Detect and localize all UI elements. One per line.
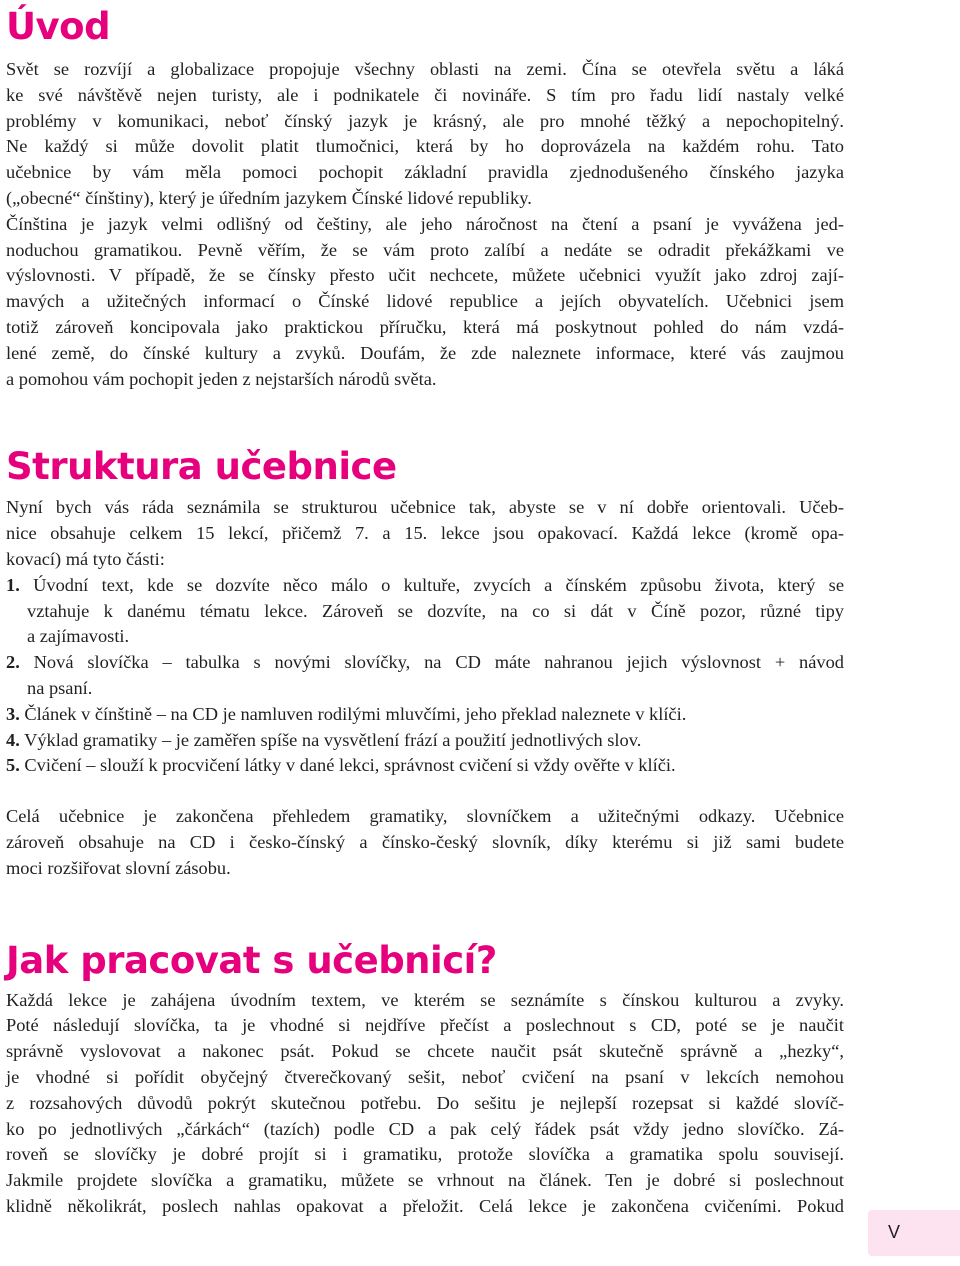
list-text: Výklad gramatiky – je zaměřen spíše na vysvětlení frází a použití jednotlivých slov. [24,729,642,750]
list-text: Článek v čínštině – na CD je namluven rodilými mluvčími, jeho překlad naleznete v klíči. [24,703,687,724]
text-line: a pomohou vám pochopit jeden z nejstarších národů světa. [6,368,437,389]
list-item [6,650,844,702]
paragraph-jak-pracovat [6,988,844,1220]
text-line: správně vyslovovat a nakonec psát. Pokud se chcete naučit psát skutečně správně a „hezky“, [6,1041,844,1062]
list-number: 3. [6,703,20,724]
list-text: na psaní. [27,677,93,698]
text-line: je vhodné si pořídit obyčejný čtverečkovaný sešit, neboť cvičení na psaní v lekcích nemohou [6,1066,844,1087]
list-text: Cvičení – slouží k procvičení látky v dané lekci, správnost cvičení si vždy ověřte v klíči. [24,755,676,776]
list-item [6,728,844,754]
text-line: výslovnosti. V případě, že se čínsky přesto učit nechcete, můžete učebnici využít jako zdroj zají- [6,265,844,286]
text-line: ko po jednotlivých „čárkách“ (tazích) podle CD a pak celý řádek psát vždy jedno slovíčko. Zá- [6,1118,844,1139]
paragraph-uvod [6,57,844,392]
list-item [6,753,844,779]
text-line: zároveň obsahuje na CD i česko-čínský a čínsko-český slovník, díky kterému si již sami budete [6,831,844,852]
text-line: Ne každý si může dovolit platit tlumočnici, která by ho doprovázela na každém rohu. Tato [6,136,844,157]
heading-uvod: Úvod [6,5,111,48]
list-number: 4. [6,729,20,750]
text-line: noduchou gramatikou. Pevně věřím, že se vám proto zalíbí a nedáte se odradit překážkami ve [6,239,844,260]
text-line: Každá lekce je zahájena úvodním textem, ve kterém se seznámíte s čínskou kulturou a zvyky. [6,989,844,1010]
text-line: lené země, do čínské kultury a zvyků. Doufám, že zde naleznete informace, které vás zaujmou [6,342,844,363]
list-item [6,573,844,650]
text-line: moci rozšiřovat slovní zásobu. [6,857,231,878]
text-line: Celá učebnice je zakončena přehledem gramatiky, slovníčkem a užitečnými odkazy. Učebnice [6,806,844,827]
document-page [6,0,844,1220]
text-line: kovací) má tyto části: [6,548,165,569]
text-line: mavých a užitečných informací o Čínské lidové republice a jejích obyvatelích. Učebnici jsem [6,291,844,312]
text-line: ke své návštěvě nejen turisty, ale i podnikatele či novináře. S tím pro řadu lidí nastaly velké [6,84,844,105]
text-line: z rozsahových důvodů pokrýt skutečnou potřebu. Do sešitu je nejlepší rozepsat si každé slovíč- [6,1092,844,1113]
list-item [6,702,844,728]
text-line: Jakmile projdete slovíčka a gramatiku, můžete se vrhnout na článek. Ten je dobré si poslechnout [6,1170,844,1191]
text-line: Svět se rozvíjí a globalizace propojuje všechny oblasti na zemi. Čína se otevřela světu a láká [6,59,844,79]
text-line: učebnice by vám měla pomoci pochopit základní pravidla zjednodušeného čínského jazyka [6,162,844,183]
list-number: 2. [6,652,20,673]
page-number-tab [868,1210,960,1256]
text-line: („obecné“ čínštiny), který je úředním jazykem Čínské lidové republiky. [6,187,532,208]
page-number: V [888,1222,901,1242]
text-line: klidně několikrát, poslech nahlas opakovat a přeložit. Celá lekce je zakončena cvičeními. Pokud [6,1195,844,1216]
paragraph-struktura-intro [6,495,844,572]
lesson-parts-list [6,573,844,779]
text-line: nice obsahuje celkem 15 lekcí, přičemž 7. a 15. lekce jsou opakovací. Každá lekce (kromě opa- [6,523,844,544]
list-number: 5. [6,755,20,776]
paragraph-struktura-outro [6,804,844,881]
heading-jak-pracovat: Jak pracovat s učebnicí? [6,938,497,982]
heading-struktura: Struktura učebnice [6,445,397,489]
text-line: totiž zároveň koncipovala jako praktickou příručku, která má poskytnout pohled do nám vzdá- [6,316,844,337]
spacer [6,779,844,804]
list-number: 1. [6,574,20,595]
list-text: Úvodní text, kde se dozvíte něco málo o kultuře, zvycích a čínském způsobu života, který se [33,574,844,595]
text-line: problémy v komunikaci, neboť čínský jazyk je krásný, ale pro mnohé těžký a nepochopitelný. [6,110,844,131]
text-line: Poté následují slovíčka, ta je vhodné si nejdříve přečíst a poslechnout s CD, poté se je naučit [6,1015,844,1036]
list-text: a zajímavosti. [27,626,130,647]
text-line: Nyní bych vás ráda seznámila se strukturou učebnice tak, abyste se v ní dobře orientovali. Učeb- [6,497,844,518]
text-line: roveň se slovíčky je dobré projít si i gramatiku, protože slovíčka a gramatika spolu souvisejí. [6,1144,844,1165]
list-text: vztahuje k danému tématu lekce. Zároveň se dozvíte, na co si dát v Číně pozor, různé tipy [27,600,844,621]
text-line: Čínština je jazyk velmi odlišný od češtiny, ale jeho náročnost na čtení a psaní je vyvážena jed- [6,213,844,234]
list-text: Nová slovíčka – tabulka s novými slovíčky, na CD máte nahranou jejich výslovnost + návod [33,652,844,673]
